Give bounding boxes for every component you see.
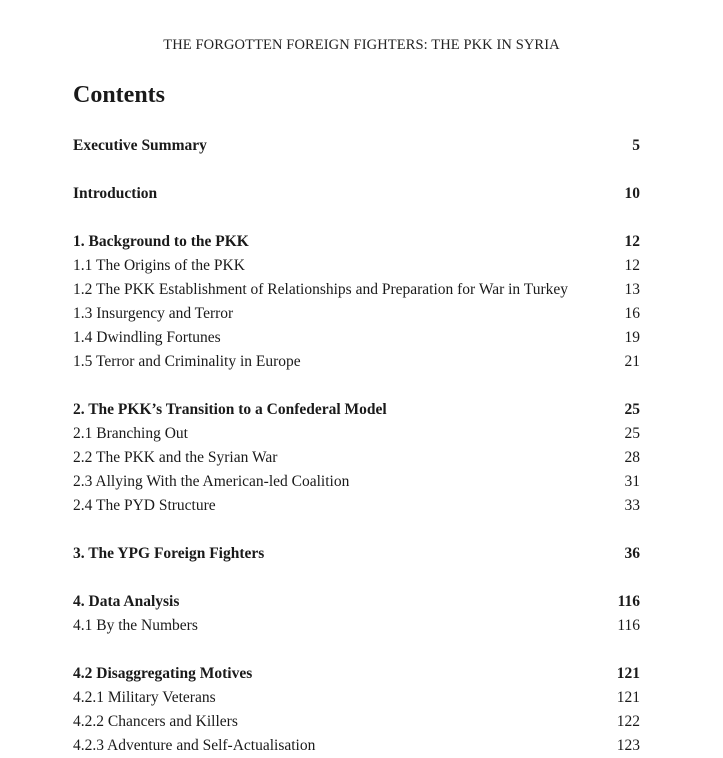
toc-entry-title: 1.3 Insurgency and Terror bbox=[73, 305, 234, 322]
toc-entry[interactable] bbox=[73, 182, 640, 206]
toc-entry-title: 1. Background to the PKK bbox=[73, 233, 249, 250]
toc-entry-page: 123 bbox=[616, 737, 640, 754]
toc-entry-title: 2.2 The PKK and the Syrian War bbox=[73, 449, 278, 466]
toc-entry[interactable] bbox=[73, 254, 640, 278]
toc-entry-page: 122 bbox=[616, 713, 640, 730]
toc-entry[interactable] bbox=[73, 134, 640, 158]
toc-entry[interactable] bbox=[73, 422, 640, 446]
toc-entry[interactable] bbox=[73, 686, 640, 710]
toc-entry-title: 4.2.2 Chancers and Killers bbox=[73, 713, 238, 730]
toc-entry[interactable] bbox=[73, 494, 640, 518]
toc-entry[interactable] bbox=[73, 662, 640, 686]
toc-entry[interactable] bbox=[73, 302, 640, 326]
toc-entry[interactable] bbox=[73, 398, 640, 422]
toc-entry-page: 12 bbox=[624, 257, 640, 274]
page-title: Contents bbox=[73, 82, 166, 108]
toc-entry-title: Introduction bbox=[73, 185, 158, 202]
toc-entry-title: 4.2 Disaggregating Motives bbox=[73, 665, 253, 682]
toc-entry-title: 4.2.3 Adventure and Self-Actualisation bbox=[73, 737, 316, 754]
toc-entry-page: 12 bbox=[624, 233, 640, 250]
toc-entry[interactable] bbox=[73, 590, 640, 614]
toc-entry-page: 25 bbox=[624, 425, 640, 442]
toc-entry-title: 2.3 Allying With the American-led Coalition bbox=[73, 473, 350, 490]
toc-entry-page: 116 bbox=[617, 593, 640, 610]
toc-entry-title: 1.2 The PKK Establishment of Relationships and Preparation for War in Turkey bbox=[73, 281, 568, 298]
toc-entry[interactable] bbox=[73, 326, 640, 350]
toc-entry[interactable] bbox=[73, 230, 640, 254]
toc-entry-page: 10 bbox=[624, 185, 640, 202]
toc-entry-title: 4.1 By the Numbers bbox=[73, 617, 198, 634]
toc-entry-title: 2.1 Branching Out bbox=[73, 425, 188, 442]
toc-entry-title: 1.1 The Origins of the PKK bbox=[73, 257, 245, 274]
table-of-contents bbox=[73, 134, 640, 758]
toc-entry[interactable] bbox=[73, 734, 640, 758]
toc-entry-page: 5 bbox=[632, 137, 640, 154]
toc-entry-page: 21 bbox=[624, 353, 640, 370]
toc-entry[interactable] bbox=[73, 446, 640, 470]
toc-entry-title: 1.5 Terror and Criminality in Europe bbox=[73, 353, 301, 370]
toc-entry[interactable] bbox=[73, 470, 640, 494]
toc-entry-page: 121 bbox=[616, 689, 640, 706]
toc-entry-title: 4.2.1 Military Veterans bbox=[73, 689, 216, 706]
toc-entry-page: 121 bbox=[616, 665, 640, 682]
running-header: THE FORGOTTEN FOREIGN FIGHTERS: THE PKK IN SYRIA bbox=[163, 37, 560, 53]
toc-entry-title: Executive Summary bbox=[73, 137, 207, 154]
toc-entry-page: 33 bbox=[624, 497, 640, 514]
toc-entry[interactable] bbox=[73, 350, 640, 374]
toc-entry-title: 2.4 The PYD Structure bbox=[73, 497, 216, 514]
toc-entry-title: 4. Data Analysis bbox=[73, 593, 180, 610]
toc-entry[interactable] bbox=[73, 614, 640, 638]
toc-entry-page: 13 bbox=[624, 281, 640, 298]
toc-entry-title: 2. The PKK’s Transition to a Confederal Model bbox=[73, 401, 387, 418]
toc-entry-page: 16 bbox=[624, 305, 640, 322]
toc-entry-title: 1.4 Dwindling Fortunes bbox=[73, 329, 221, 346]
toc-entry-page: 28 bbox=[624, 449, 640, 466]
toc-entry-page: 116 bbox=[617, 617, 640, 634]
toc-entry-page: 36 bbox=[624, 545, 640, 562]
toc-entry-page: 31 bbox=[624, 473, 640, 490]
toc-entry-page: 25 bbox=[624, 401, 640, 418]
toc-entry[interactable] bbox=[73, 278, 640, 302]
toc-entry[interactable] bbox=[73, 710, 640, 734]
toc-entry-title: 3. The YPG Foreign Fighters bbox=[73, 545, 265, 562]
toc-entry-page: 19 bbox=[624, 329, 640, 346]
toc-entry[interactable] bbox=[73, 542, 640, 566]
